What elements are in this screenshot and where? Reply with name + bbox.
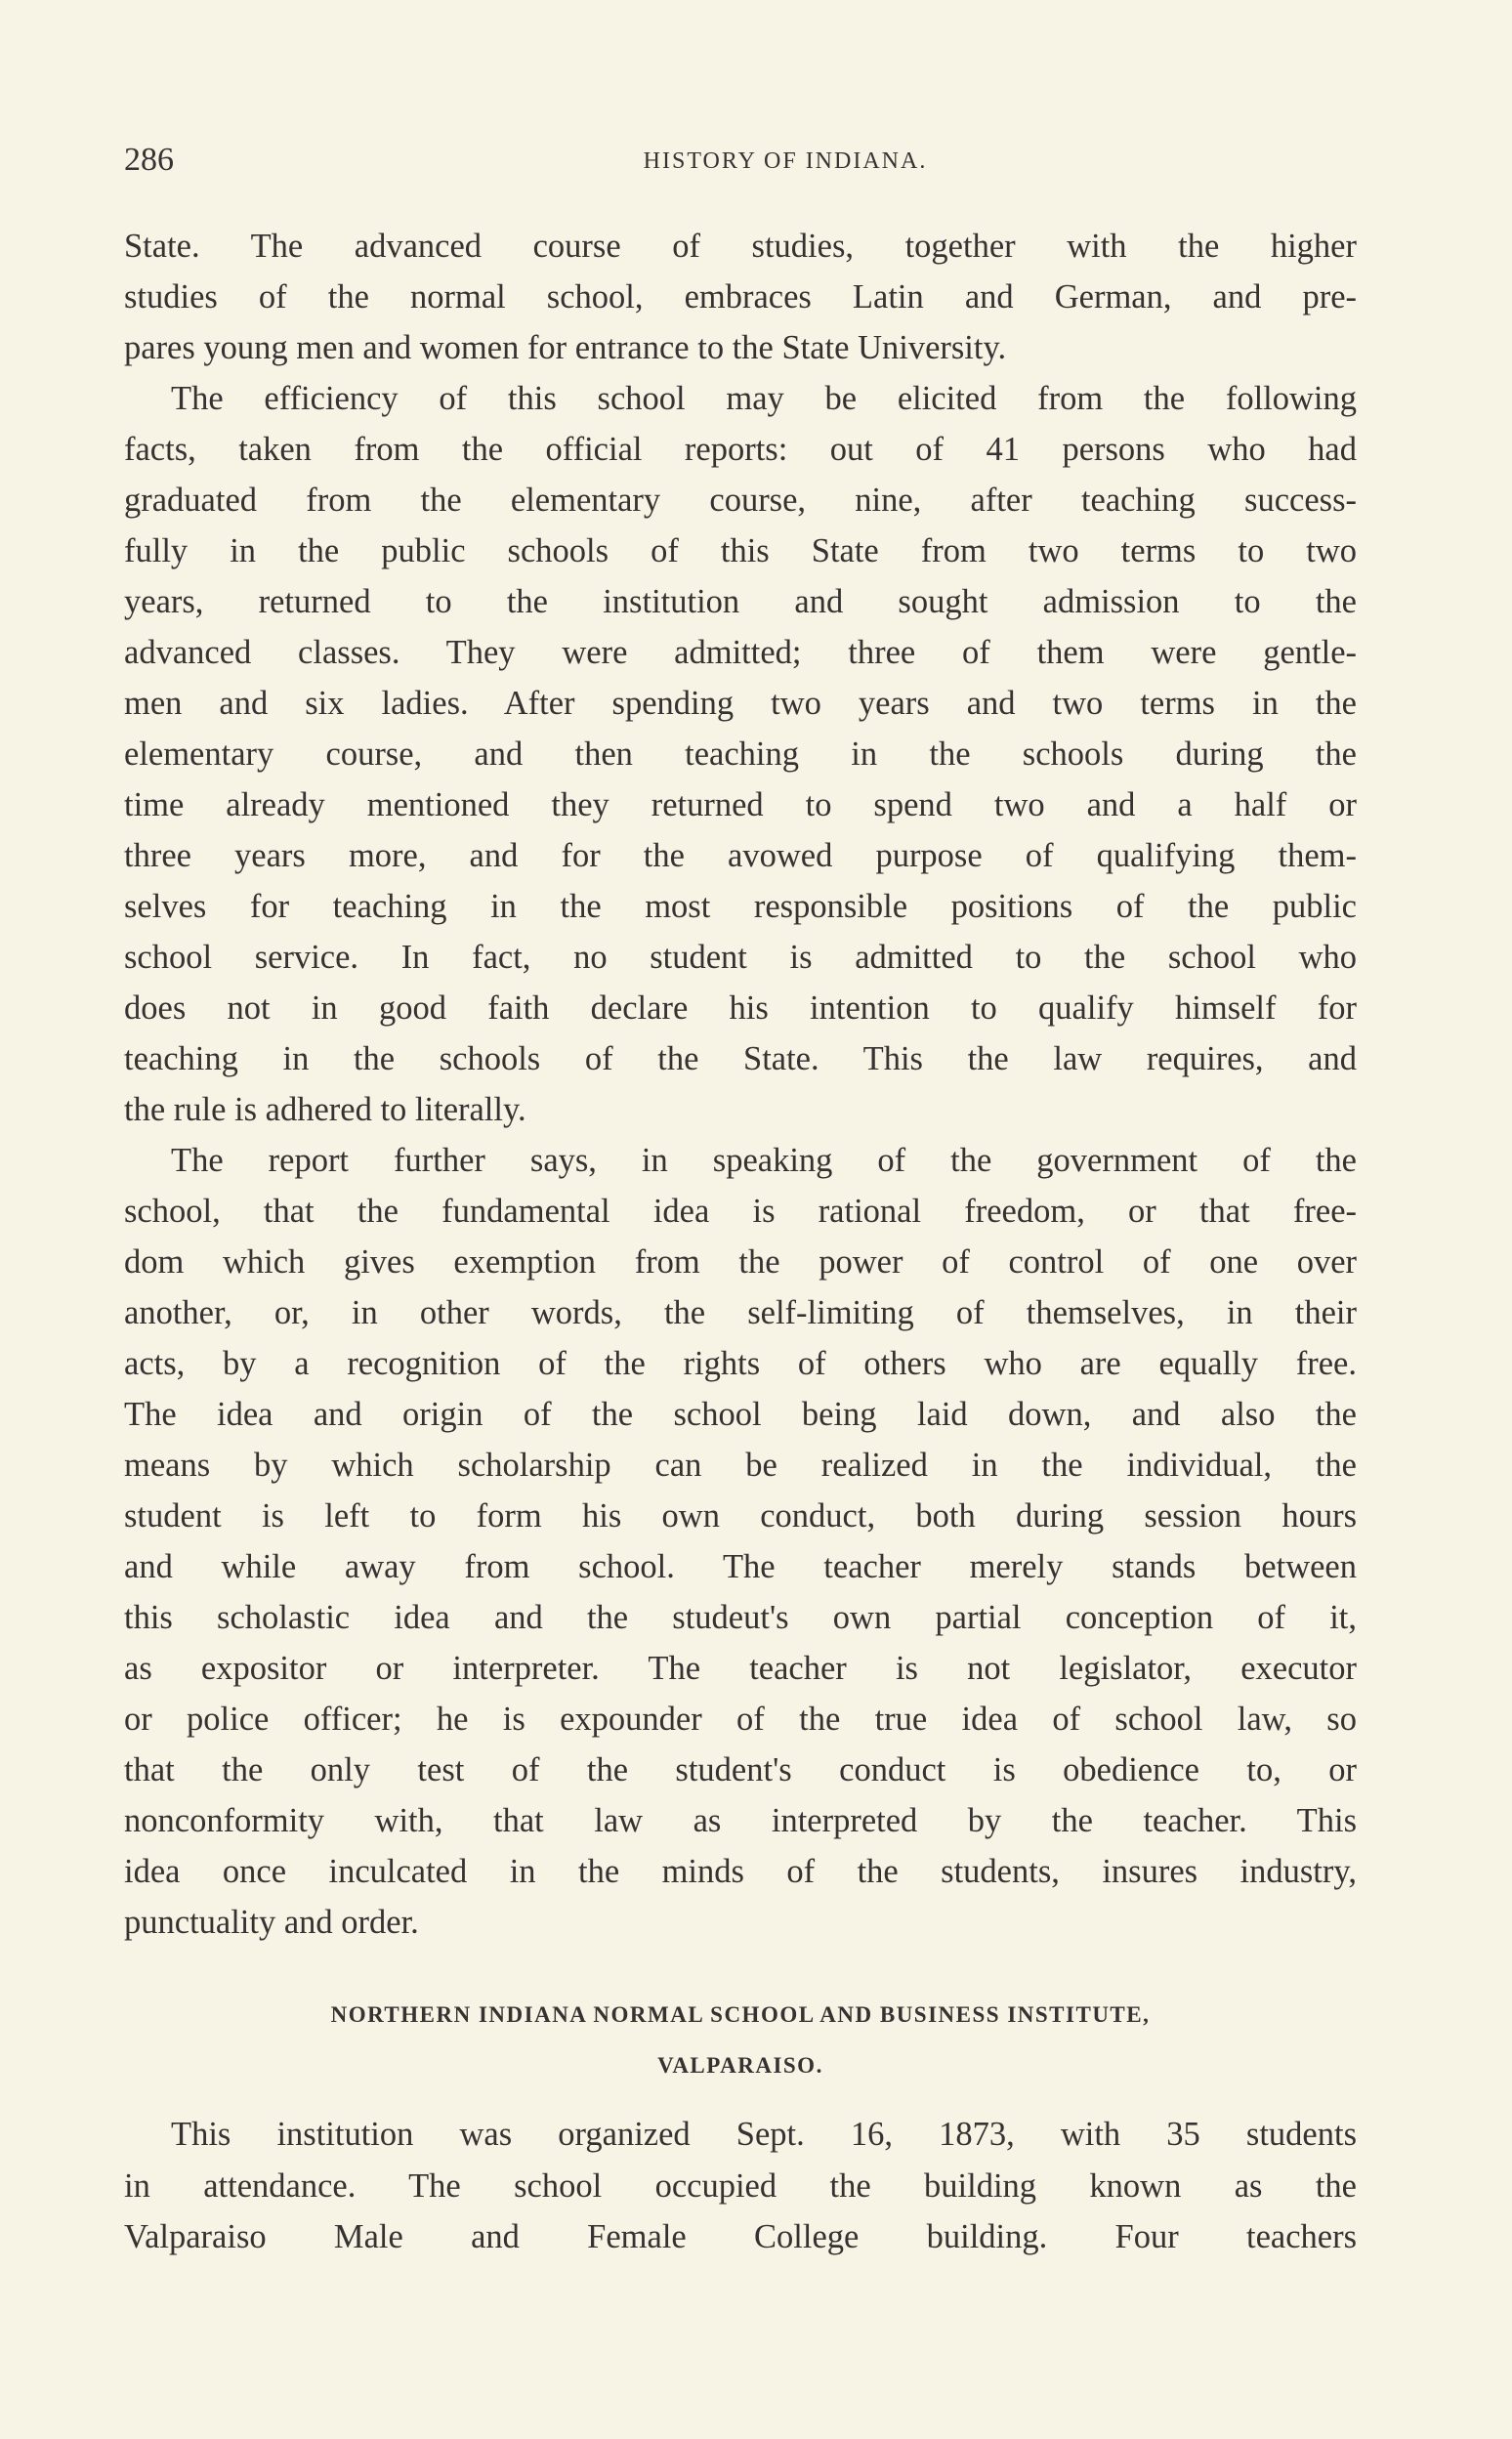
page-number: 286	[124, 142, 174, 178]
text-line: this scholastic idea and the studeut's own partial conception of it,	[124, 1599, 1357, 1636]
text-line: graduated from the elementary course, nine, after teaching success-	[124, 482, 1357, 519]
text-line: pares young men and women for entrance to the State University.	[124, 329, 1007, 366]
text-line: teaching in the schools of the State. This the law requires, and	[124, 1040, 1357, 1077]
text-line: student is left to form his own conduct, both during session hours	[124, 1497, 1357, 1535]
text-line: nonconformity with, that law as interpreted by the teacher. This	[124, 1802, 1357, 1839]
text-line: school, that the fundamental idea is rational freedom, or that free-	[124, 1193, 1357, 1230]
text-line: men and six ladies. After spending two years and two terms in the	[124, 685, 1357, 722]
text-line: Valparaiso Male and Female College building. Four teachers	[124, 2218, 1357, 2255]
text-line: does not in good faith declare his intention to qualify himself for	[124, 989, 1357, 1027]
running-title: HISTORY OF INDIANA.	[643, 148, 928, 174]
text-line: elementary course, and then teaching in the schools during the	[124, 736, 1357, 773]
section-heading-line-2: VALPARAISO.	[657, 2053, 823, 2078]
text-line: the rule is adhered to literally.	[124, 1091, 526, 1128]
text-line: facts, taken from the official reports: out of 41 persons who had	[124, 431, 1357, 468]
text-line: acts, by a recognition of the rights of others who are equally free.	[124, 1345, 1357, 1382]
text-line: The idea and origin of the school being laid down, and also the	[124, 1396, 1357, 1433]
text-line: advanced classes. They were admitted; three of them were gentle-	[124, 634, 1357, 671]
text-line: that the only test of the student's conduct is obedience to, or	[124, 1751, 1357, 1788]
text-line: in attendance. The school occupied the building known as the	[124, 2166, 1357, 2205]
text-line: and while away from school. The teacher merely stands between	[124, 1548, 1357, 1585]
text-line: means by which scholarship can be realized in the individual, the	[124, 1447, 1357, 1484]
text-line: as expositor or interpreter. The teacher is not legislator, executor	[124, 1650, 1357, 1687]
text-line: studies of the normal school, embraces Latin and German, and pre-	[124, 278, 1357, 315]
text-line: idea once inculcated in the minds of the students, insures industry,	[124, 1853, 1357, 1890]
text-line: years, returned to the institution and sought admission to the	[124, 583, 1357, 620]
text-line: time already mentioned they returned to spend two and a half or	[124, 786, 1357, 823]
text-line: punctuality and order.	[124, 1904, 419, 1941]
text-line: school service. In fact, no student is admitted to the school who	[124, 939, 1357, 976]
text-line: fully in the public schools of this State from two terms to two	[124, 532, 1357, 569]
text-line: The efficiency of this school may be elicited from the following	[171, 380, 1357, 417]
text-line: State. The advanced course of studies, together with the higher	[124, 228, 1357, 265]
text-line: This institution was organized Sept. 16, 1873, with 35 students	[171, 2116, 1357, 2153]
text-line: The report further says, in speaking of the government of the	[171, 1142, 1357, 1179]
text-line: another, or, in other words, the self-limiting of themselves, in their	[124, 1294, 1357, 1331]
text-line: selves for teaching in the most responsible positions of the public	[124, 888, 1357, 925]
text-line: dom which gives exemption from the power of control of one over	[124, 1243, 1357, 1281]
text-line: three years more, and for the avowed purpose of qualifying them-	[124, 837, 1357, 874]
text-line: or police officer; he is expounder of the true idea of school law, so	[124, 1701, 1357, 1738]
section-heading-line-1: NORTHERN INDIANA NORMAL SCHOOL AND BUSINESS INSTITUTE,	[330, 2002, 1151, 2027]
